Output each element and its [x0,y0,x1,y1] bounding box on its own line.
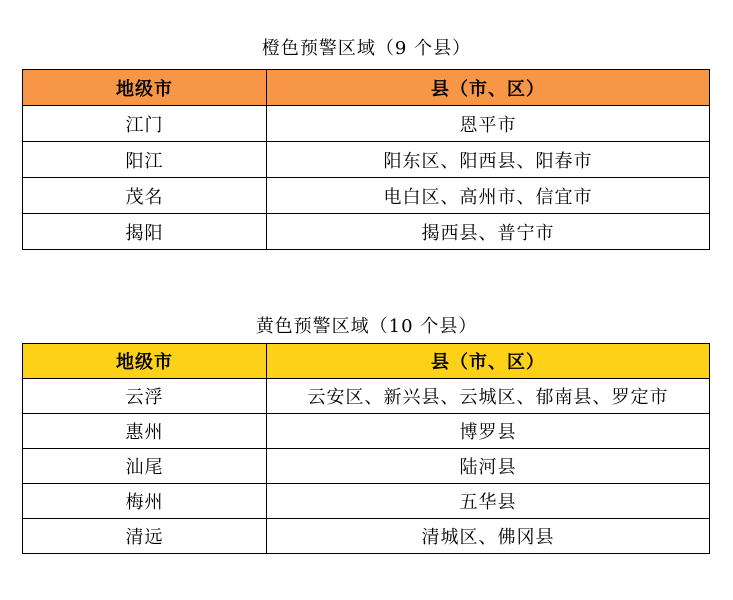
table-row [23,379,710,414]
header-county: 县（市、区） [267,70,710,106]
city-cell: 汕尾 [23,449,267,484]
county-cell: 恩平市 [267,106,710,142]
city-cell: 茂名 [23,178,267,214]
table-row [23,414,710,449]
table-row [23,178,710,214]
county-cell: 揭西县、普宁市 [267,214,710,250]
table-row [23,214,710,250]
city-cell: 云浮 [23,379,267,414]
yellow-warning-title: 黄色预警区域（10 个县） [255,316,478,337]
header-county: 县（市、区） [267,344,710,379]
table-row [23,519,710,554]
header-city: 地级市 [23,70,267,106]
county-cell: 云安区、新兴县、云城区、郁南县、罗定市 [267,379,710,414]
header-city: 地级市 [23,344,267,379]
city-cell: 清远 [23,519,267,554]
city-cell: 揭阳 [23,214,267,250]
county-cell: 陆河县 [267,449,710,484]
table-row [23,484,710,519]
county-cell: 阳东区、阳西县、阳春市 [267,142,710,178]
city-cell: 梅州 [23,484,267,519]
table-row [23,449,710,484]
county-cell: 博罗县 [267,414,710,449]
table-row [23,142,710,178]
county-cell: 五华县 [267,484,710,519]
county-cell: 清城区、佛冈县 [267,519,710,554]
orange-warning-title: 橙色预警区域（9 个县） [261,38,472,59]
table-row [23,106,710,142]
city-cell: 江门 [23,106,267,142]
city-cell: 阳江 [23,142,267,178]
table-header-row [23,344,710,379]
yellow-warning-table [22,343,710,554]
city-cell: 惠州 [23,414,267,449]
orange-warning-table [22,69,710,250]
table-header-row [23,70,710,106]
county-cell: 电白区、高州市、信宜市 [267,178,710,214]
